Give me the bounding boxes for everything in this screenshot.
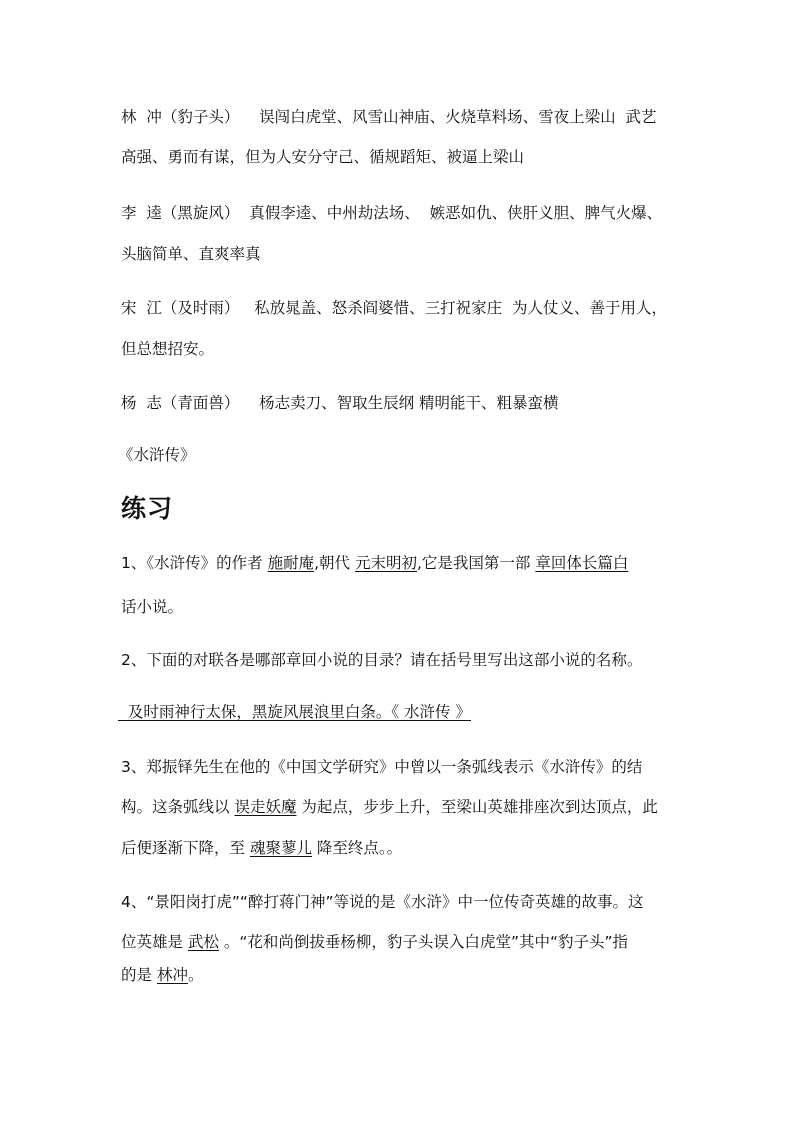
question-3-line2: 构。这条弧线以 误走妖魔 为起点，步步上升，至梁山英雄排座次到达顶点，此 (121, 798, 658, 816)
character-traits: 头脑简单、直爽率真 (121, 245, 261, 263)
character-traits: 为人仗义、善于用人， (512, 299, 668, 317)
question-4-line3: 的是 林冲。 (121, 966, 204, 984)
character-song-jiang-line2 (121, 339, 724, 359)
character-stories: 真假李逵、中州劫法场、 (249, 204, 420, 222)
character-yang-zhi-line1 (121, 393, 724, 413)
question-3-line1: 3、郑振铎先生在他的《中国文学研究》中曾以一条弧线表示《水浒传》的结 (121, 758, 643, 776)
answer-couplet: 及时雨神行太保，黑旋风展浪里白条。《 水浒传 》 (118, 703, 471, 721)
question-3-line3: 后便逐渐下降，至 魂聚蓼儿 降至终点。。 (121, 839, 403, 857)
character-li-kui-line2 (121, 244, 724, 264)
character-li-kui-line1 (121, 203, 724, 223)
character-name: 林 冲（豹子头） (121, 108, 240, 126)
character-traits: 武艺 (625, 108, 657, 126)
character-traits: 高强、勇而有谋，但为人安分守己、循规蹈矩、被逼上梁山 (121, 148, 525, 166)
question-2-text: 2、下面的对联各是哪部章回小说的目录？请在括号里写出这部小说的名称。 (121, 651, 643, 669)
question-1-line1: 1、《水浒传》的作者 施耐庵,朝代 元末明初,它是我国第一部 章回体长篇白 (121, 554, 629, 572)
answer-leopard-head: 林冲 (156, 966, 188, 984)
answer-start-point: 误走妖魔 (234, 798, 297, 816)
character-name: 宋 江（及时雨） (121, 299, 240, 317)
answer-end-point: 魂聚蓼儿 (249, 839, 312, 857)
answer-dynasty: 元末明初 (354, 554, 417, 572)
question-1-line2: 话小说。 (121, 598, 184, 616)
section-heading: 练习 (121, 494, 174, 523)
character-name: 李 逵（黑旋风） (121, 204, 240, 222)
answer-author: 施耐庵 (267, 554, 315, 572)
answer-hero: 武松 (187, 933, 219, 951)
question-4-line2: 位英雄是 武松 。“花和尚倒拔垂杨柳，豹子头误入白虎堂”其中“豹子头”指 (121, 933, 629, 951)
character-stories: 私放晁盖、怒杀阎婆惜、三打祝家庄 (254, 299, 503, 317)
character-traits: 嫉恶如仇、侠肝义胆、脾气火爆、 (429, 204, 663, 222)
question-2-answer (118, 702, 471, 722)
character-traits: 但总想招安。 (121, 340, 215, 358)
answer-genre: 章回体长篇白 (535, 554, 629, 572)
character-name: 杨 志（青面兽） (121, 394, 240, 412)
character-lin-chong-line1 (121, 107, 724, 127)
character-stories: 误闯白虎堂、风雪山神庙、火烧草料场、雪夜上梁山 (259, 108, 616, 126)
character-stories: 杨志卖刀、智取生辰纲 (259, 394, 415, 412)
character-traits: 精明能干、粗暴蛮横 (419, 394, 559, 412)
book-title: 《水浒传》 (118, 446, 196, 464)
question-4-line1: 4、“景阳岗打虎”“醉打蒋门神”等说的是《水浒》中一位传奇英雄的故事。这 (121, 893, 644, 911)
character-lin-chong-line2 (121, 147, 724, 167)
character-song-jiang-line1 (121, 298, 724, 318)
